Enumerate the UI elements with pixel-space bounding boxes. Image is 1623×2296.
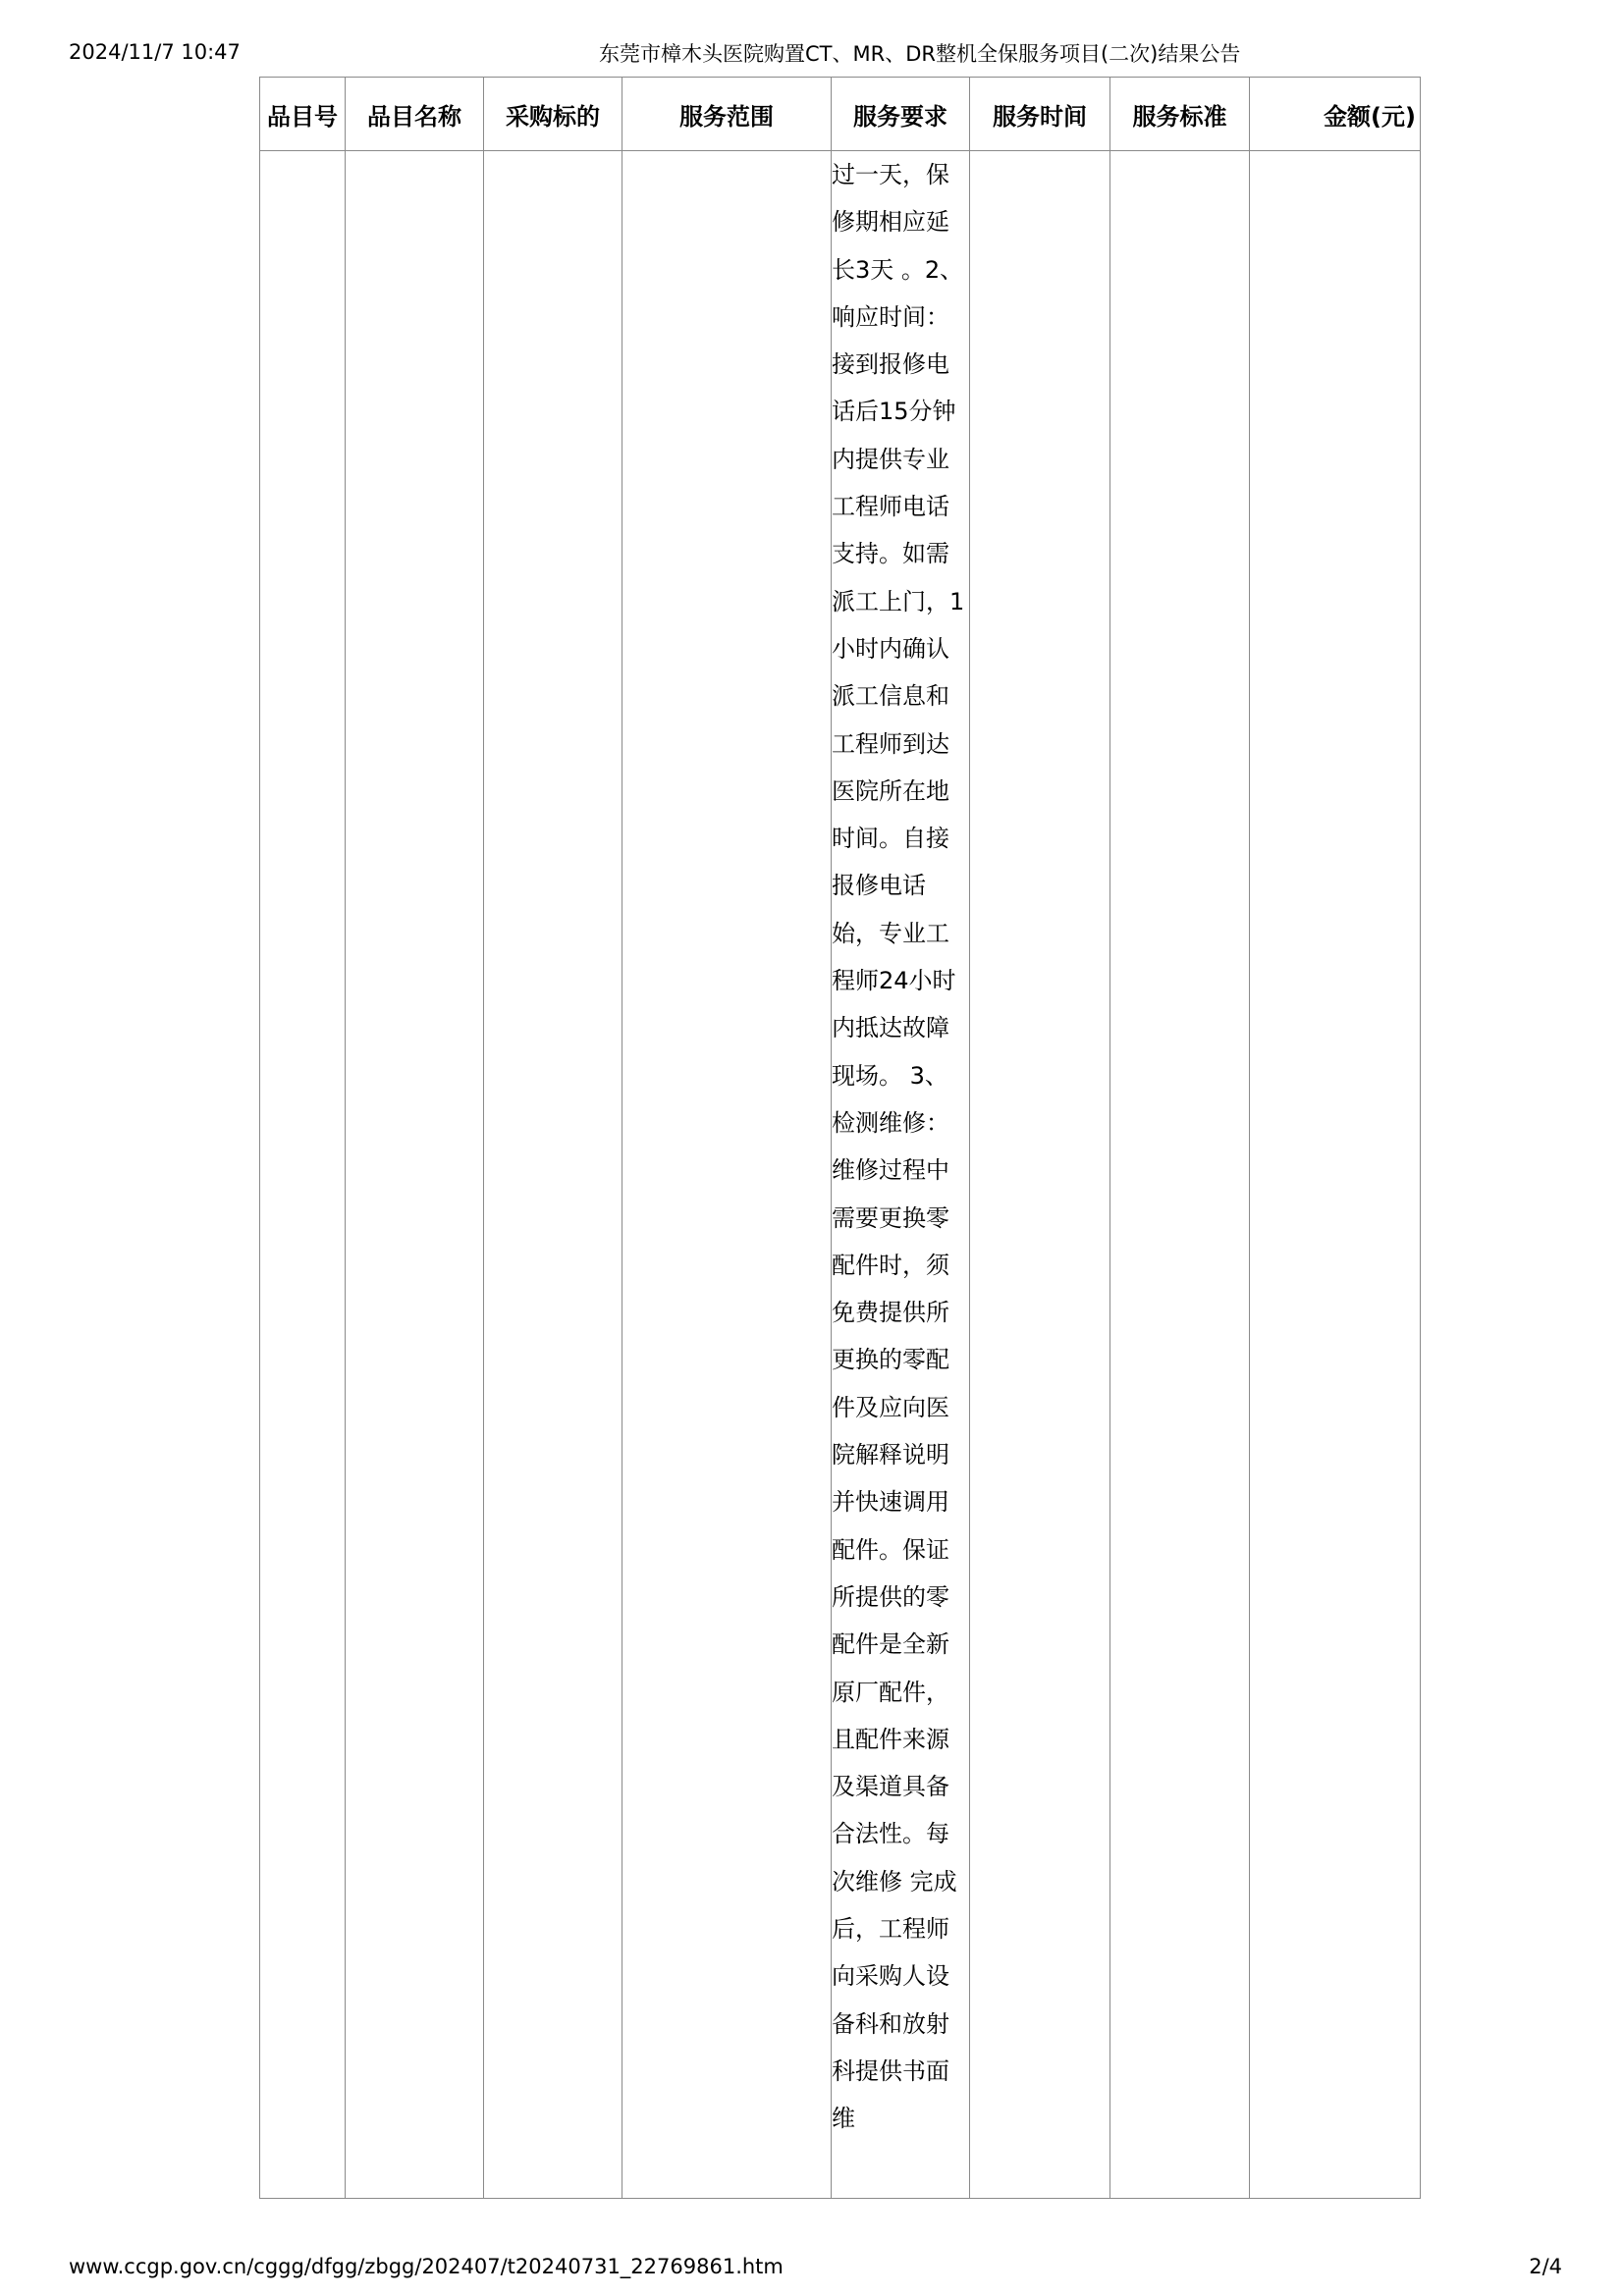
cell-service-scope bbox=[622, 151, 832, 2199]
table-header-row bbox=[260, 78, 1421, 151]
cell-service-requirements: 过一天，保修期相应延长3天 。2、响应时间：接到报修电话后15分钟内提供专业工程师电话支持。如需派工上门，1小时内确认 派工信息和工程师到达医院所在地时间。自接报修电话始，专业工程师24小时内抵达故障现场。 3、检测维修：维修过程中需要更换零配件时，须免费提供所更换的零配件及应向医院解释说明并快速调用配件。保证所提供的零配件是全新原厂配件，且配件来源及渠道具备合法性。每次维修 完成后，工程师向采购人设备科和放射科提供书面维 bbox=[832, 151, 970, 2199]
cell-item-name bbox=[346, 151, 484, 2199]
result-table bbox=[259, 77, 1421, 2199]
header-service-scope: 服务范围 bbox=[622, 78, 832, 151]
cell-procurement-target bbox=[484, 151, 622, 2199]
page-number: 2/4 bbox=[1529, 2255, 1562, 2278]
header-item-no: 品目号 bbox=[260, 78, 346, 151]
header-service-requirements: 服务要求 bbox=[832, 78, 970, 151]
header-procurement-target: 采购标的 bbox=[484, 78, 622, 151]
cell-service-time bbox=[970, 151, 1110, 2199]
header-amount: 金额(元) bbox=[1250, 78, 1421, 151]
header-service-time: 服务时间 bbox=[970, 78, 1110, 151]
print-datetime: 2024/11/7 10:47 bbox=[69, 40, 241, 64]
cell-service-standard bbox=[1110, 151, 1250, 2199]
header-service-standard: 服务标准 bbox=[1110, 78, 1250, 151]
cell-amount bbox=[1250, 151, 1421, 2199]
page-title: 东莞市樟木头医院购置CT、MR、DR整机全保服务项目(二次)结果公告 bbox=[599, 42, 1241, 66]
cell-item-no bbox=[260, 151, 346, 2199]
header-item-name: 品目名称 bbox=[346, 78, 484, 151]
source-url: www.ccgp.gov.cn/cggg/dfgg/zbgg/202407/t20240731_22769861.htm bbox=[69, 2255, 784, 2278]
table-row bbox=[260, 151, 1421, 2199]
